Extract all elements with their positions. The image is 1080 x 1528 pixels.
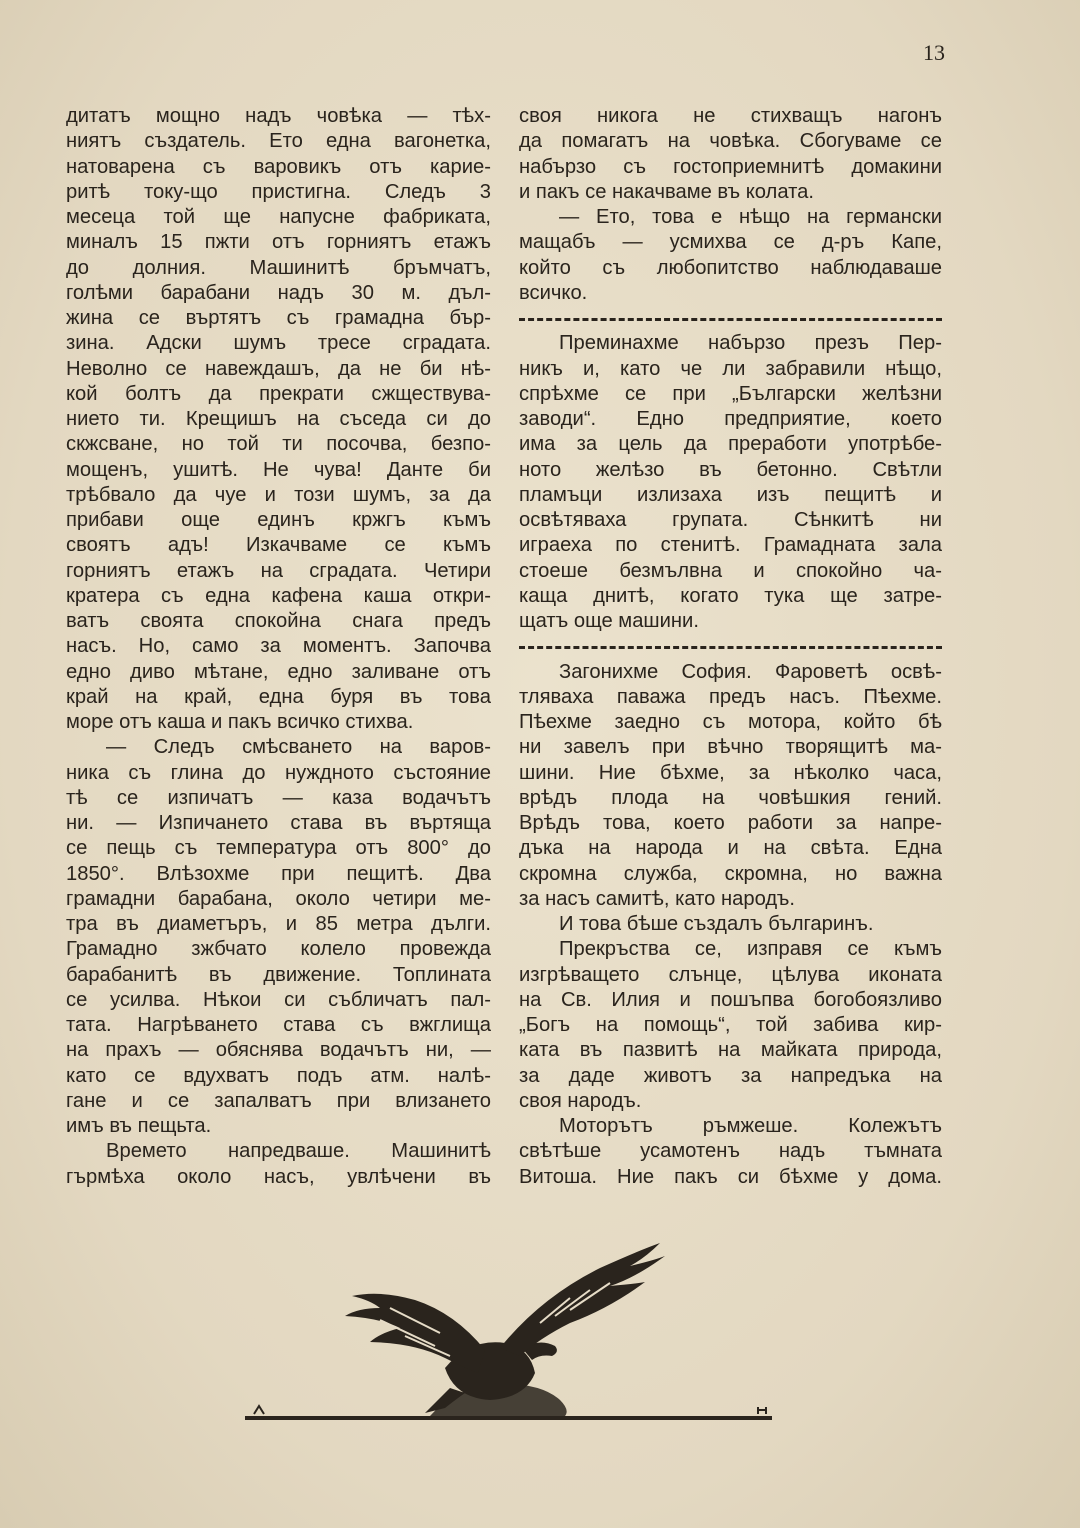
text-line: нието ти. Крещишъ на съседа си до xyxy=(66,408,491,430)
text-line: „Богъ на помощь“, той забива кир- xyxy=(519,1014,942,1036)
text-line: ниятъ създатель. Ето една вагонетка, xyxy=(66,130,491,153)
text-line: който съ любопитство наблюдаваше xyxy=(519,256,942,279)
text-line: барабанитѣ въ движение. Топлината xyxy=(66,963,491,986)
text-line: ното желѣзо въ бетонно. Свѣтли xyxy=(519,458,942,481)
text-line: кой болтъ да прекрати сжществува- xyxy=(66,382,491,405)
text-line: кратера съ една кафена каша откри- xyxy=(66,584,491,607)
text-line: шини. Ние бѣхме, за нѣколко часа, xyxy=(519,761,942,784)
text-line: за даде животъ за напредъка на xyxy=(519,1064,942,1087)
text-line: има за цель да преработи употрѣбе- xyxy=(519,433,942,456)
text-line: Витоша. Ние пакъ си бѣхме у дома. xyxy=(519,1165,942,1188)
text-line: трѣбвало да чуе и този шумъ, за да xyxy=(66,483,491,506)
text-line: своятъ адъ! Изкачваме се къмъ xyxy=(66,534,491,557)
text-line: тѣ се изпичатъ — каза водачътъ xyxy=(66,786,491,809)
text-line: Преминахме набързо презъ Пер- xyxy=(559,332,942,355)
text-line: своя никога не стихващъ нагонъ xyxy=(519,105,942,127)
text-line: пламъци излизаха изъ пещитѣ и xyxy=(519,483,942,506)
text-line: ни завелъ при вѣчно творящитѣ ма- xyxy=(519,736,942,759)
text-line: своя народъ. xyxy=(519,1089,642,1112)
section-separator xyxy=(519,634,942,659)
text-line: се усилва. Нѣкои си събличатъ пал- xyxy=(66,988,491,1011)
text-line: играеха по стенитѣ. Грамадната зала xyxy=(519,534,942,557)
text-line: освѣтяваха групата. Сѣнкитѣ ни xyxy=(519,509,942,531)
text-line: дъка на народа и на свѣта. Една xyxy=(519,837,942,860)
text-line: жина се въртятъ съ грамадна бър- xyxy=(66,307,491,329)
text-line: мащабъ — усмихва се д-ръ Капе, xyxy=(519,231,942,254)
text-line: край на край, една буря въ това xyxy=(66,685,491,708)
text-line: миналъ 15 пжти отъ горниятъ етажъ xyxy=(66,231,491,254)
right-column xyxy=(519,104,942,1190)
text-line: се пещь съ температура отъ 800° до xyxy=(66,837,491,860)
section-separator xyxy=(519,306,942,331)
text-line: спрѣхме се при „Български желѣзни xyxy=(519,382,942,405)
text-line: свѣтѣше усамотенъ надъ тъмната xyxy=(519,1140,942,1163)
left-column xyxy=(66,104,491,1190)
text-line: горниятъ етажъ на сградата. Четири xyxy=(66,559,491,582)
text-line: тра въ диаметъръ, и 85 метра дълги. xyxy=(66,913,491,935)
text-line: прибави още единъ кржгъ къмъ xyxy=(66,509,491,531)
text-line: никъ и, като че ли забравили нѣщо, xyxy=(519,357,942,380)
text-line: да помагатъ на човѣка. Сбогуваме се xyxy=(519,130,942,153)
text-line: грамадни барабана, около четири ме- xyxy=(66,887,491,910)
text-line: скжсване, но той ти посочва, безпо- xyxy=(66,433,491,456)
text-line: скромна служба, скромна, но важна xyxy=(519,862,942,885)
text-line: Времето напредваше. Машинитѣ xyxy=(106,1140,491,1163)
text-line: натоварена съ варовикъ отъ карие- xyxy=(66,155,491,178)
text-line: насъ. Но, само за моментъ. Започва xyxy=(66,635,491,658)
text-line: Прекръства се, изправя се къмъ xyxy=(559,938,942,961)
text-line: зина. Адски шумъ тресе сградата. xyxy=(66,332,491,355)
text-line: — Следъ смѣсването на варов- xyxy=(106,736,491,759)
text-line: до долния. Машинитѣ бръмчатъ, xyxy=(66,256,491,279)
text-line: Загонихме София. Фаровeтѣ освѣ- xyxy=(559,660,942,683)
text-line: заводи“. Едно предприятие, което xyxy=(519,408,942,430)
text-line: щатъ още машини. xyxy=(519,610,699,632)
text-line: И това бѣше създалъ българинъ. xyxy=(559,913,874,935)
text-line: изгрѣващето слънце, цѣлува иконата xyxy=(519,963,942,986)
text-line: каща днитѣ, когато тука ще затре- xyxy=(519,584,942,607)
text-line: на Св. Илия и пошъпва богобоязливо xyxy=(519,988,942,1011)
text-line: врѣдъ плода на човѣшкия гений. xyxy=(519,786,942,809)
text-line: гърмѣха около насъ, увлѣчени въ xyxy=(66,1165,491,1188)
text-line: за насъ самитѣ, като народъ. xyxy=(519,887,795,910)
text-line: Врѣдъ това, което работи за напре- xyxy=(519,812,942,834)
text-line: — Ето, това е нѣщо на германски xyxy=(559,206,942,228)
text-line: 1850°. Влѣзохме при пещитѣ. Два xyxy=(66,862,491,885)
text-line: Моторътъ ръмжеше. Колежътъ xyxy=(559,1115,942,1137)
text-line: тляваха паважа предъ насъ. Пѣехме. xyxy=(519,685,942,708)
text-line: и пакъ се накачваме въ колата. xyxy=(519,180,814,203)
eagle-icon xyxy=(240,1238,780,1428)
page-number: 13 xyxy=(923,40,945,65)
text-line: дитатъ мощно надъ човѣка — тѣх- xyxy=(66,105,491,127)
text-line: ката въ пазвитѣ на майката природа, xyxy=(519,1039,942,1062)
text-line: мощенъ, ушитѣ. Не чува! Данте би xyxy=(66,458,491,481)
text-line: ватъ своята спокойна снага предъ xyxy=(66,610,491,632)
text-line: като се вдухватъ подъ атм. налѣ- xyxy=(66,1064,491,1087)
text-line: Грамадно зжбчато колело провежда xyxy=(66,938,491,961)
text-line: на прахъ — обяснява водачътъ ни, — xyxy=(66,1039,491,1062)
text-line: набързо съ гостоприемнитѣ домакини xyxy=(519,155,942,178)
text-line: ни. — Изпичането става въ въртяща xyxy=(66,812,491,834)
text-line: ника съ глина до нуждното състояние xyxy=(66,761,491,784)
text-line: голѣми барабани надъ 30 м. дъл- xyxy=(66,281,491,304)
text-line: Пѣехме заедно съ мотора, който бѣ xyxy=(519,711,942,733)
text-line: гане и се запалватъ при влизането xyxy=(66,1089,491,1112)
text-line: имъ въ пещьта. xyxy=(66,1115,212,1137)
text-line: Неволно се навеждашъ, да не би нѣ- xyxy=(66,357,491,380)
text-line: ритѣ току-що пристигна. Следъ 3 xyxy=(66,180,491,203)
text-line: стоеше безмълвна и спокойно ча- xyxy=(519,559,942,582)
text-line: тата. Нагрѣването става съ вжглища xyxy=(66,1014,491,1036)
text-line: месеца той ще напусне фабриката, xyxy=(66,206,491,228)
text-line: море отъ каша и пакъ всичко стихва. xyxy=(66,711,414,733)
text-line: едно диво мѣтане, едно заливане отъ xyxy=(66,660,491,683)
text-line: всичко. xyxy=(519,281,588,304)
